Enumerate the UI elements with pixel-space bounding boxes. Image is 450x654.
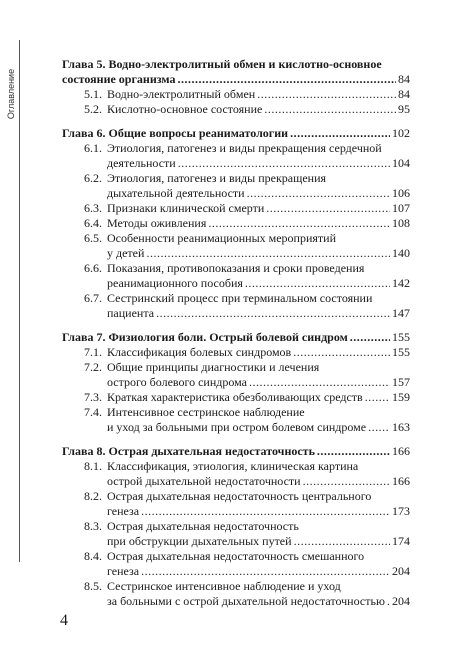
toc-entry-title: Глава 7. Физиология боли. Острый болевой синдром bbox=[62, 330, 348, 344]
toc-section-number: 6.2. bbox=[84, 171, 102, 185]
toc-section-number: 8.5. bbox=[84, 579, 102, 593]
toc-subsection[interactable] bbox=[62, 549, 410, 579]
side-tab bbox=[4, 54, 18, 134]
toc-section-number: 7.2. bbox=[84, 360, 102, 374]
toc-subsection[interactable] bbox=[62, 171, 410, 201]
dot-leader bbox=[294, 534, 390, 549]
toc-page-number: 166 bbox=[392, 444, 410, 458]
toc-page-number: 106 bbox=[392, 186, 410, 200]
toc-entry-title: Особенности реанимационных мероприятий bbox=[107, 231, 337, 245]
toc-section-number: 7.1. bbox=[84, 345, 102, 359]
toc-subsection[interactable] bbox=[62, 459, 410, 489]
toc-page-number: 102 bbox=[392, 126, 410, 140]
toc-subsection[interactable] bbox=[62, 390, 410, 405]
toc-subsection[interactable] bbox=[62, 579, 410, 609]
toc-subsection[interactable] bbox=[62, 231, 410, 261]
toc-page-number: 95 bbox=[398, 102, 410, 116]
toc-section-number: 5.2. bbox=[84, 102, 102, 116]
toc-page-number: 155 bbox=[392, 345, 410, 359]
toc-entry-title: Сестринский процесс при терминальном состоянии bbox=[107, 291, 373, 305]
toc-page-number: 140 bbox=[392, 246, 410, 260]
toc-entry-title: за больными с острой дыхательной недостаточностью bbox=[107, 594, 385, 608]
toc-entry-title: Кислотно-основное состояние bbox=[107, 102, 263, 116]
toc-entry-title: Классификация, этиология, клиническая картина bbox=[107, 459, 359, 473]
dot-leader bbox=[293, 345, 390, 360]
dot-leader bbox=[208, 216, 390, 231]
toc-subsection[interactable] bbox=[62, 87, 410, 102]
toc-entry-title: Водно-электролитный обмен bbox=[107, 87, 256, 101]
toc-page-number: 142 bbox=[392, 276, 410, 290]
toc-section-number: 8.4. bbox=[84, 549, 102, 563]
toc-section-number: 5.1. bbox=[84, 87, 102, 101]
toc-chapter[interactable] bbox=[62, 57, 410, 87]
toc-page-number: 155 bbox=[392, 330, 410, 344]
toc-subsection[interactable] bbox=[62, 360, 410, 390]
toc-entry-title: генеза bbox=[107, 504, 140, 518]
toc-page-number: 163 bbox=[392, 420, 410, 434]
dot-leader bbox=[257, 87, 396, 102]
dot-leader bbox=[264, 102, 396, 117]
toc-subsection[interactable] bbox=[62, 141, 410, 171]
side-tab-label: Оглавление bbox=[6, 68, 16, 120]
toc-subsection[interactable] bbox=[62, 102, 410, 117]
toc-page-number: 173 bbox=[392, 504, 410, 518]
toc-page-number: 107 bbox=[392, 201, 410, 215]
toc-subsection[interactable] bbox=[62, 345, 410, 360]
toc-entry-title: Острая дыхательная недостаточность смешанного bbox=[107, 549, 365, 563]
dot-leader bbox=[387, 594, 390, 609]
toc-entry-title: Признаки клинической смерти bbox=[107, 201, 265, 215]
toc-entry-title: Краткая характеристика обезболивающих средств bbox=[107, 390, 363, 404]
section-gap bbox=[62, 435, 410, 444]
toc-subsection[interactable] bbox=[62, 291, 410, 321]
toc-subsection[interactable] bbox=[62, 519, 410, 549]
toc-entry-title: пациента bbox=[107, 306, 155, 320]
toc-entry-title: состояние организма bbox=[62, 72, 176, 86]
dot-leader bbox=[141, 504, 390, 519]
toc-entry-title: Острая дыхательная недостаточность bbox=[107, 519, 299, 533]
dot-leader bbox=[368, 420, 390, 435]
toc-subsection[interactable] bbox=[62, 261, 410, 291]
dot-leader bbox=[247, 186, 390, 201]
toc-page-number: 108 bbox=[392, 216, 410, 230]
section-gap bbox=[62, 117, 410, 126]
dot-leader bbox=[178, 72, 396, 87]
dot-leader bbox=[178, 156, 390, 171]
table-of-contents bbox=[62, 57, 410, 609]
toc-entry-title: Этиология, патогенез и виды прекращения bbox=[107, 171, 327, 185]
toc-entry-title: при обструкции дыхательных путей bbox=[107, 534, 292, 548]
toc-page-number: 166 bbox=[392, 474, 410, 488]
section-gap bbox=[62, 321, 410, 330]
toc-entry-title: Общие принципы диагностики и лечения bbox=[107, 360, 320, 374]
toc-entry-title: у детей bbox=[107, 246, 145, 260]
dot-leader bbox=[317, 444, 390, 459]
toc-page-number: 204 bbox=[392, 594, 410, 608]
toc-section-number: 6.5. bbox=[84, 231, 102, 245]
toc-section-number: 6.6. bbox=[84, 261, 102, 275]
toc-entry-title: Методы оживления bbox=[107, 216, 207, 230]
toc-entry-title: Классификация болевых синдромов bbox=[107, 345, 292, 359]
toc-section-number: 6.3. bbox=[84, 201, 102, 215]
toc-entry-title: Глава 5. Водно-электролитный обмен и кислотно-основное bbox=[62, 57, 382, 71]
toc-page-number: 204 bbox=[392, 564, 410, 578]
dot-leader bbox=[365, 390, 390, 405]
toc-page-number: 147 bbox=[392, 306, 410, 320]
toc-subsection[interactable] bbox=[62, 216, 410, 231]
toc-entry-title: Показания, противопоказания и сроки проведения bbox=[107, 261, 365, 275]
toc-subsection[interactable] bbox=[62, 201, 410, 216]
toc-subsection[interactable] bbox=[62, 489, 410, 519]
toc-entry-title: Интенсивное сестринское наблюдение bbox=[107, 405, 305, 419]
dot-leader bbox=[303, 474, 390, 489]
toc-section-number: 8.3. bbox=[84, 519, 102, 533]
toc-entry-title: дыхательной деятельности bbox=[107, 186, 245, 200]
dot-leader bbox=[146, 246, 390, 261]
toc-chapter[interactable] bbox=[62, 330, 410, 345]
toc-entry-title: реанимационного пособия bbox=[107, 276, 243, 290]
dot-leader bbox=[141, 564, 390, 579]
page-number: 4 bbox=[60, 612, 68, 629]
toc-section-number: 7.4. bbox=[84, 405, 102, 419]
toc-section-number: 8.1. bbox=[84, 459, 102, 473]
dot-leader bbox=[350, 330, 390, 345]
toc-subsection[interactable] bbox=[62, 405, 410, 435]
toc-entry-title: острой дыхательной недостаточности bbox=[107, 474, 301, 488]
toc-chapter[interactable] bbox=[62, 126, 410, 141]
side-divider bbox=[19, 40, 20, 562]
toc-section-number: 8.2. bbox=[84, 489, 102, 503]
toc-page-number: 84 bbox=[398, 87, 410, 101]
dot-leader bbox=[249, 375, 390, 390]
toc-entry-title: Этиология, патогенез и виды прекращения сердечной bbox=[107, 141, 382, 155]
dot-leader bbox=[290, 126, 390, 141]
toc-page-number: 159 bbox=[392, 390, 410, 404]
toc-section-number: 6.1. bbox=[84, 141, 102, 155]
toc-section-number: 7.3. bbox=[84, 390, 102, 404]
dot-leader bbox=[156, 306, 390, 321]
toc-section-number: 6.7. bbox=[84, 291, 102, 305]
toc-entry-title: острого болевого синдрома bbox=[107, 375, 247, 389]
toc-entry-title: Глава 6. Общие вопросы реаниматологии bbox=[62, 126, 289, 140]
toc-entry-title: и уход за больными при остром болевом синдроме bbox=[107, 420, 367, 434]
toc-entry-title: Сестринское интенсивное наблюдение и уход bbox=[107, 579, 341, 593]
toc-entry-title: Глава 8. Острая дыхательная недостаточность bbox=[62, 444, 315, 458]
toc-entry-title: деятельности bbox=[107, 156, 176, 170]
toc-entry-title: Острая дыхательная недостаточность центрального bbox=[107, 489, 372, 503]
toc-page-number: 157 bbox=[392, 375, 410, 389]
toc-section-number: 6.4. bbox=[84, 216, 102, 230]
toc-chapter[interactable] bbox=[62, 444, 410, 459]
dot-leader bbox=[266, 201, 390, 216]
toc-entry-title: генеза bbox=[107, 564, 140, 578]
toc-page-number: 174 bbox=[392, 534, 410, 548]
toc-page-number: 84 bbox=[398, 72, 410, 86]
dot-leader bbox=[245, 276, 390, 291]
toc-page-number: 104 bbox=[392, 156, 410, 170]
